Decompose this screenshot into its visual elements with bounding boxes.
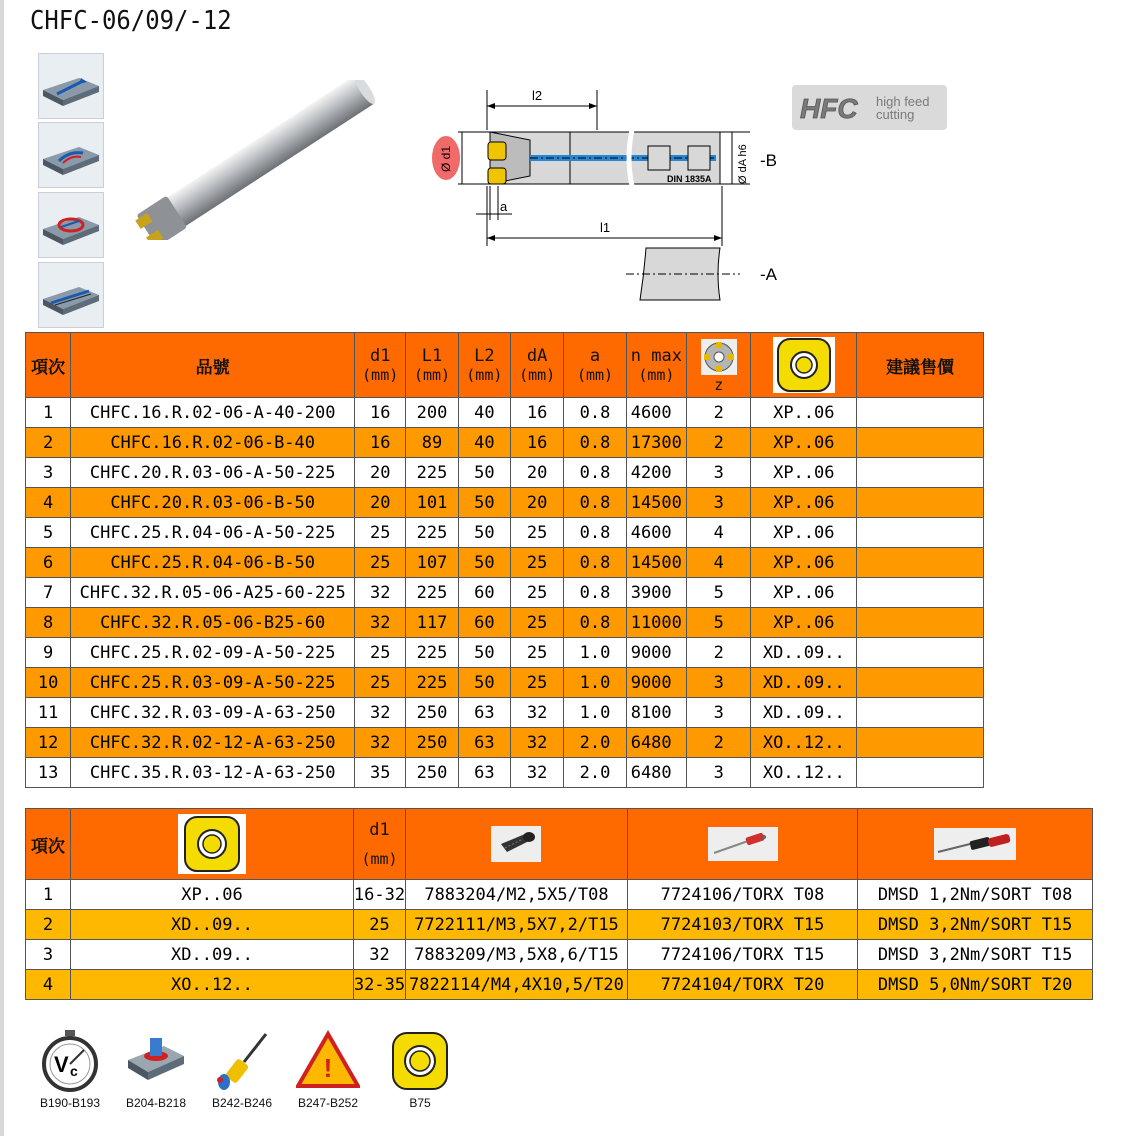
cell-price (857, 698, 984, 728)
svg-text:V: V (54, 1052, 69, 1077)
cell-nmax: 6480 (626, 758, 686, 788)
cell-dA: 20 (510, 488, 563, 518)
cell-insert: XD..09.. (71, 910, 354, 940)
torque-screwdriver-icon (934, 828, 1016, 860)
cell-z: 3 (687, 488, 751, 518)
cell-part: CHFC.16.R.02-06-A-40-200 (71, 398, 355, 428)
cell-dA: 25 (510, 518, 563, 548)
screw-icon (491, 826, 541, 862)
cell-key: 7724104/TORX T20 (627, 970, 858, 1000)
cell-d1: 32 (355, 698, 406, 728)
cell-insert: XD..09.. (751, 698, 857, 728)
cell-a: 0.8 (564, 428, 626, 458)
dA-label: Ø dA h6 (737, 144, 749, 184)
cell-d1: 25 (353, 910, 405, 940)
table-row (26, 970, 1093, 1000)
cell-price (857, 578, 984, 608)
table-header-row (26, 809, 1093, 880)
cell-part: CHFC.20.R.03-06-A-50-225 (71, 458, 355, 488)
cell-screw: 7883209/M3,5X8,6/T15 (406, 940, 628, 970)
col-z: z (687, 333, 751, 398)
cell-L2: 40 (458, 428, 510, 458)
reference-label: B190-B193 (39, 1096, 101, 1110)
cell-z: 2 (687, 428, 751, 458)
cell-L2: 50 (458, 458, 510, 488)
col-key (627, 809, 858, 880)
cell-price (857, 518, 984, 548)
table-row (26, 638, 984, 668)
cell-nmax: 14500 (626, 548, 686, 578)
cell-dA: 16 (510, 428, 563, 458)
cell-driver: DMSD 1,2Nm/SORT T08 (858, 880, 1093, 910)
cell-price (857, 398, 984, 428)
cell-part: CHFC.20.R.03-06-B-50 (71, 488, 355, 518)
cell-L1: 250 (406, 728, 458, 758)
cell-screw: 7883204/M2,5X5/T08 (406, 880, 628, 910)
cell-z: 2 (687, 638, 751, 668)
cell-insert: XP..06 (751, 608, 857, 638)
insert-reference (380, 1030, 460, 1110)
cell-price (857, 758, 984, 788)
cell-driver: DMSD 3,2Nm/SORT T15 (858, 940, 1093, 970)
cell-insert: XP..06 (751, 428, 857, 458)
cell-z: 2 (687, 728, 751, 758)
cell-d1: 25 (355, 638, 406, 668)
col-a: a (mm) (564, 333, 626, 398)
din-label: DIN 1835A (667, 174, 712, 184)
cell-no: 8 (26, 608, 71, 638)
cell-dA: 32 (510, 758, 563, 788)
cell-z: 5 (687, 578, 751, 608)
cell-no: 11 (26, 698, 71, 728)
cell-price (857, 668, 984, 698)
cell-insert: XP..06 (751, 578, 857, 608)
cell-d1: 16 (355, 428, 406, 458)
cell-insert: XP..06 (751, 518, 857, 548)
svg-text:cutting: cutting (876, 107, 915, 122)
cell-part: CHFC.32.R.03-09-A-63-250 (71, 698, 355, 728)
warning-icon (296, 1030, 360, 1092)
cell-z: 4 (687, 518, 751, 548)
table-row (26, 578, 984, 608)
cell-key: 7724103/TORX T15 (627, 910, 858, 940)
cell-L1: 225 (406, 578, 458, 608)
cell-d1: 32-35 (353, 970, 405, 1000)
cell-dA: 25 (510, 548, 563, 578)
cell-insert: XP..06 (71, 880, 354, 910)
cell-d1: 32 (355, 608, 406, 638)
hfc-logo (792, 85, 947, 130)
cell-insert: XD..09.. (751, 668, 857, 698)
workpiece-reference (116, 1030, 196, 1110)
cell-d1: 32 (355, 728, 406, 758)
tool-specs-table (25, 332, 984, 788)
cell-d1: 35 (355, 758, 406, 788)
cell-L2: 50 (458, 668, 510, 698)
cell-price (857, 428, 984, 458)
table-row (26, 728, 984, 758)
cell-no: 1 (26, 880, 71, 910)
cell-price (857, 488, 984, 518)
cell-d1: 20 (355, 458, 406, 488)
svg-text:high feed: high feed (876, 94, 930, 109)
cell-a: 0.8 (564, 608, 626, 638)
cell-L2: 63 (458, 758, 510, 788)
cell-a: 0.8 (564, 398, 626, 428)
cell-insert: XP..06 (751, 458, 857, 488)
col-L1: L1 (mm) (406, 333, 458, 398)
cell-a: 0.8 (564, 518, 626, 548)
cell-no: 4 (26, 488, 71, 518)
torx-key-icon (708, 827, 778, 861)
svg-text:!: ! (323, 1053, 333, 1083)
cell-part: CHFC.25.R.04-06-A-50-225 (71, 518, 355, 548)
cell-dA: 32 (510, 728, 563, 758)
table-row (26, 608, 984, 638)
cell-part: CHFC.35.R.03-12-A-63-250 (71, 758, 355, 788)
cell-dA: 16 (510, 398, 563, 428)
col-d1: d1 (mm) (355, 333, 406, 398)
cell-L1: 117 (406, 608, 458, 638)
cell-nmax: 4200 (626, 458, 686, 488)
cell-L1: 225 (406, 458, 458, 488)
col-part: 品號 (71, 333, 355, 398)
col-insert (751, 333, 857, 398)
cell-d1: 25 (355, 668, 406, 698)
cell-insert: XP..06 (751, 488, 857, 518)
cell-part: CHFC.25.R.04-06-B-50 (71, 548, 355, 578)
col-no: 項次 (26, 333, 71, 398)
d1-label: Ø d1 (439, 145, 453, 172)
l2-label: l2 (532, 88, 543, 103)
cell-nmax: 9000 (626, 638, 686, 668)
col-screw (406, 809, 628, 880)
l1-label: l1 (600, 220, 611, 235)
cell-d1: 32 (353, 940, 405, 970)
cell-L1: 250 (406, 698, 458, 728)
cell-insert: XD..09.. (751, 638, 857, 668)
screwdriver-reference (202, 1030, 282, 1110)
col-L2: L2 (mm) (458, 333, 510, 398)
cell-L2: 50 (458, 548, 510, 578)
reference-label: B242-B246 (211, 1096, 273, 1110)
cell-screw: 7822114/M4,4X10,5/T20 (406, 970, 628, 1000)
insert-icon (177, 813, 247, 875)
cell-no: 13 (26, 758, 71, 788)
col-d1: d1 (mm) (353, 809, 405, 880)
cell-no: 7 (26, 578, 71, 608)
table-row (26, 880, 1093, 910)
cell-L2: 60 (458, 578, 510, 608)
reference-label: B75 (409, 1096, 431, 1110)
cell-nmax: 17300 (626, 428, 686, 458)
cell-dA: 25 (510, 578, 563, 608)
col-insert (71, 809, 354, 880)
cell-d1: 32 (355, 578, 406, 608)
cell-L2: 63 (458, 698, 510, 728)
table-row (26, 548, 984, 578)
col-dA: dA (mm) (510, 333, 563, 398)
cell-z: 3 (687, 668, 751, 698)
ramping-icon (38, 262, 104, 328)
cell-nmax: 4600 (626, 398, 686, 428)
cell-nmax: 14500 (626, 488, 686, 518)
workpiece-icon (124, 1030, 188, 1092)
cell-L2: 50 (458, 518, 510, 548)
col-price: 建議售價 (857, 333, 984, 398)
cell-a: 1.0 (564, 698, 626, 728)
cell-insert: XP..06 (751, 548, 857, 578)
left-margin-bar (0, 0, 4, 1136)
cell-a: 0.8 (564, 578, 626, 608)
cell-nmax: 9000 (626, 668, 686, 698)
cell-driver: DMSD 3,2Nm/SORT T15 (858, 910, 1093, 940)
cell-a: 1.0 (564, 638, 626, 668)
cell-z: 4 (687, 548, 751, 578)
cell-L2: 40 (458, 398, 510, 428)
cell-dA: 25 (510, 638, 563, 668)
spare-parts-table (25, 808, 1093, 1000)
cell-price (857, 608, 984, 638)
cell-part: CHFC.32.R.05-06-A25-60-225 (71, 578, 355, 608)
col-driver (858, 809, 1093, 880)
insert-icon (772, 336, 836, 394)
cell-nmax: 4600 (626, 518, 686, 548)
cell-d1: 20 (355, 488, 406, 518)
table-row (26, 698, 984, 728)
cell-screw: 7722111/M3,5X7,2/T15 (406, 910, 628, 940)
cell-no: 12 (26, 728, 71, 758)
table-row (26, 910, 1093, 940)
cell-L1: 225 (406, 668, 458, 698)
cell-d1: 16-32 (353, 880, 405, 910)
cell-dA: 25 (510, 608, 563, 638)
cell-a: 1.0 (564, 668, 626, 698)
end-mill-photo (118, 80, 398, 240)
col-nmax: n max (mm) (626, 333, 686, 398)
cell-nmax: 11000 (626, 608, 686, 638)
cell-z: 2 (687, 398, 751, 428)
table-row (26, 398, 984, 428)
cell-part: CHFC.25.R.02-09-A-50-225 (71, 638, 355, 668)
variant-a-label: -A (760, 265, 777, 284)
table-row (26, 428, 984, 458)
cell-L1: 200 (406, 398, 458, 428)
cell-price (857, 458, 984, 488)
cell-no: 10 (26, 668, 71, 698)
pocket-milling-icon (38, 192, 104, 258)
cell-nmax: 8100 (626, 698, 686, 728)
cell-no: 2 (26, 910, 71, 940)
cell-dA: 20 (510, 458, 563, 488)
table-row (26, 940, 1093, 970)
table-header-row (26, 333, 984, 398)
warning-reference (288, 1030, 368, 1110)
cell-a: 2.0 (564, 728, 626, 758)
cell-L1: 250 (406, 758, 458, 788)
cell-nmax: 6480 (626, 728, 686, 758)
cell-price (857, 638, 984, 668)
cell-z: 3 (687, 458, 751, 488)
cell-no: 9 (26, 638, 71, 668)
insert-icon (390, 1030, 450, 1092)
cell-dA: 25 (510, 668, 563, 698)
reference-label: B247-B252 (297, 1096, 359, 1110)
cell-driver: DMSD 5,0Nm/SORT T20 (858, 970, 1093, 1000)
a-label: a (500, 199, 508, 214)
technical-drawing (420, 80, 800, 310)
cell-d1: 25 (355, 518, 406, 548)
screwdriver-icon (210, 1030, 274, 1092)
cell-key: 7724106/TORX T15 (627, 940, 858, 970)
cell-z: 3 (687, 758, 751, 788)
cell-insert: XO..12.. (751, 758, 857, 788)
cell-L2: 50 (458, 638, 510, 668)
cell-no: 2 (26, 428, 71, 458)
table-row (26, 758, 984, 788)
cell-part: CHFC.32.R.05-06-B25-60 (71, 608, 355, 638)
cell-price (857, 548, 984, 578)
cell-dA: 32 (510, 698, 563, 728)
cell-d1: 25 (355, 548, 406, 578)
cell-insert: XO..12.. (71, 970, 354, 1000)
cell-insert: XO..12.. (751, 728, 857, 758)
col-no: 項次 (26, 809, 71, 880)
stopwatch-icon (40, 1030, 100, 1092)
cell-a: 0.8 (564, 548, 626, 578)
cell-part: CHFC.25.R.03-09-A-50-225 (71, 668, 355, 698)
cell-z: 3 (687, 698, 751, 728)
cell-price (857, 728, 984, 758)
cell-no: 3 (26, 940, 71, 970)
cell-a: 0.8 (564, 488, 626, 518)
cell-part: CHFC.16.R.02-06-B-40 (71, 428, 355, 458)
stopwatch-reference (30, 1030, 110, 1110)
cell-no: 6 (26, 548, 71, 578)
cell-L1: 107 (406, 548, 458, 578)
cell-L1: 101 (406, 488, 458, 518)
table-row (26, 488, 984, 518)
variant-b-label: -B (760, 151, 777, 170)
cell-L1: 225 (406, 638, 458, 668)
reference-icons (30, 1030, 470, 1120)
cell-a: 0.8 (564, 458, 626, 488)
cell-no: 3 (26, 458, 71, 488)
cell-z: 5 (687, 608, 751, 638)
reference-label: B204-B218 (125, 1096, 187, 1110)
cell-no: 4 (26, 970, 71, 1000)
cell-L1: 89 (406, 428, 458, 458)
slot-milling-icon (38, 122, 104, 188)
cell-L2: 50 (458, 488, 510, 518)
cutter-teeth-icon (700, 338, 738, 376)
cell-part: CHFC.32.R.02-12-A-63-250 (71, 728, 355, 758)
cell-insert: XP..06 (751, 398, 857, 428)
face-milling-icon (38, 53, 104, 119)
page-title: CHFC-06/09/-12 (30, 6, 232, 36)
svg-text:c: c (70, 1063, 78, 1079)
cell-L2: 63 (458, 728, 510, 758)
cell-no: 1 (26, 398, 71, 428)
cell-d1: 16 (355, 398, 406, 428)
table-row (26, 518, 984, 548)
table-row (26, 668, 984, 698)
cell-nmax: 3900 (626, 578, 686, 608)
table-row (26, 458, 984, 488)
cell-L1: 225 (406, 518, 458, 548)
cell-no: 5 (26, 518, 71, 548)
cell-key: 7724106/TORX T08 (627, 880, 858, 910)
svg-text:HFC: HFC (800, 93, 858, 124)
cell-a: 2.0 (564, 758, 626, 788)
cell-L2: 60 (458, 608, 510, 638)
cell-insert: XD..09.. (71, 940, 354, 970)
